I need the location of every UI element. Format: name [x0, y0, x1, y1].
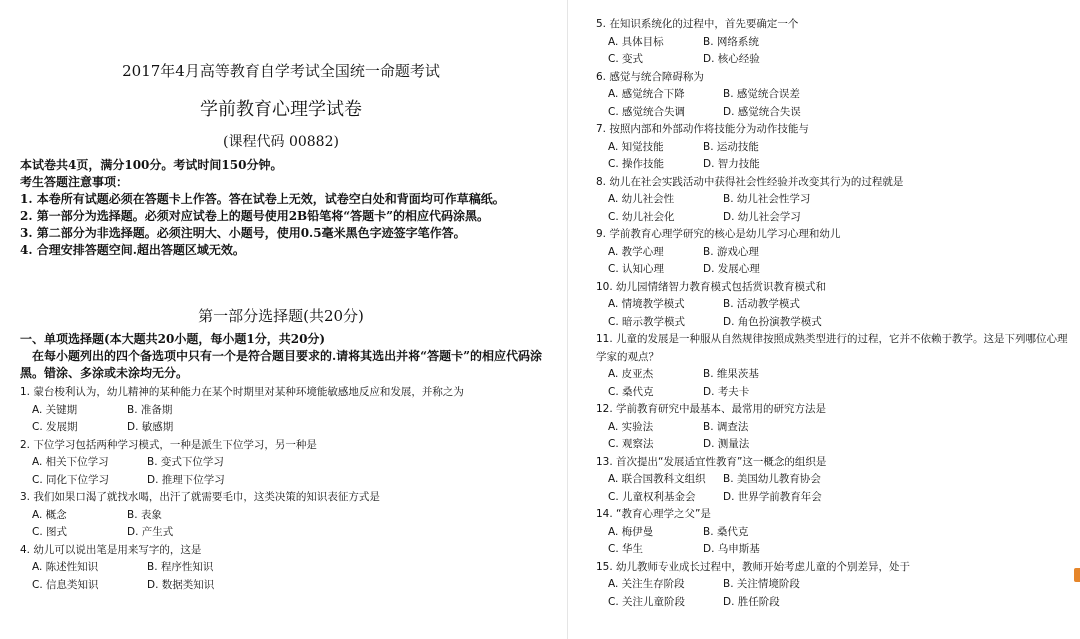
option-row	[596, 244, 1076, 262]
question-stem: 6. 感觉与统合障碍称为	[596, 70, 704, 83]
option-b: B. 网络系统	[703, 35, 759, 48]
option-d: D. 角色扮演教学模式	[723, 315, 822, 328]
note-line: 1. 本卷所有试题必须在答题卡上作答。答在试卷上无效，试卷空白处和背面均可作草稿纸。	[20, 192, 505, 206]
option-a: A. 实验法	[608, 420, 654, 433]
option-row	[596, 541, 1076, 559]
question-stem: 7. 按照内部和外部动作将技能分为动作技能与	[596, 123, 809, 135]
option-a: A. 情境教学模式	[608, 298, 685, 310]
option-row	[596, 489, 1076, 507]
option-d: D. 乌申斯基	[703, 543, 760, 555]
option-c: C. 认知心理	[608, 263, 665, 275]
option-c: C. 变式	[608, 53, 644, 65]
option-c: C. 操作技能	[608, 158, 665, 170]
option-b: B. 感觉统合误差	[723, 88, 800, 100]
question-stem: 3. 我们如果口渴了就找水喝，出汗了就需要毛巾，这类决策的知识表征方式是	[20, 491, 380, 503]
option-b: B. 美国幼儿教育协会	[723, 473, 821, 485]
option-a: A. 知觉技能	[608, 140, 664, 153]
option-a: A. 具体目标	[608, 35, 664, 48]
option-b: B. 关注情境阶段	[723, 578, 800, 590]
question-item	[596, 279, 1076, 332]
option-a: A. 幼儿社会性	[608, 193, 675, 205]
edge-mark	[1074, 568, 1080, 582]
option-b: B. 程序性知识	[147, 561, 214, 573]
option-b: B. 活动教学模式	[723, 298, 800, 310]
question-item	[20, 437, 545, 490]
option-d: D. 世界学前教育年会	[723, 490, 822, 503]
option-row	[596, 524, 1076, 542]
option-c: C. 华生	[608, 543, 644, 555]
option-row	[596, 191, 1076, 209]
course-code: (课程代码 00882)	[223, 134, 339, 150]
question-stem: 13. 首次提出“发展适宜性教育”这一概念的组织是	[596, 455, 827, 468]
option-row	[596, 209, 1076, 227]
option-d: D. 幼儿社会学习	[723, 210, 801, 223]
exam-notes	[20, 157, 550, 259]
option-a: A. 皮亚杰	[608, 368, 654, 380]
question-item	[596, 69, 1076, 122]
option-d: D. 发展心理	[703, 263, 760, 275]
option-d: D. 感觉统合失误	[723, 105, 801, 118]
question-item	[596, 559, 1076, 612]
option-b: B. 运动技能	[703, 140, 759, 153]
option-c: C. 桑代克	[608, 385, 654, 398]
question-stem: 14. “教育心理学之父”是	[596, 508, 711, 520]
option-row	[596, 366, 1076, 384]
option-row	[20, 402, 545, 420]
question-stem: 4. 幼儿可以说出笔是用来写字的，这是	[20, 543, 202, 556]
option-row	[596, 139, 1076, 157]
option-b: B. 调查法	[703, 420, 749, 433]
note-line: 4. 合理安排答题空间.超出答题区域无效。	[20, 243, 245, 257]
option-row	[596, 34, 1076, 52]
question-item	[596, 174, 1076, 227]
option-d: D. 敏感期	[127, 421, 174, 433]
question-item	[596, 401, 1076, 454]
question-stem: 8. 幼儿在社会实践活动中获得社会性经验并改变其行为的过程就是	[596, 175, 904, 188]
option-a: A. 关键期	[32, 403, 78, 416]
question-stem: 2. 下位学习包括两种学习模式，一种是派生下位学习，另一种是	[20, 438, 317, 451]
option-row	[596, 419, 1076, 437]
option-row	[596, 296, 1076, 314]
option-a: A. 陈述性知识	[32, 561, 99, 573]
option-c: C. 儿童权利基金会	[608, 490, 696, 503]
option-a: A. 梅伊曼	[608, 525, 654, 538]
exam-title: 2017年4月高等教育自学考试全国统一命题考试	[122, 62, 440, 80]
question-list-left	[20, 384, 545, 594]
option-row	[596, 594, 1076, 612]
option-c: C. 同化下位学习	[32, 473, 110, 486]
question-stem: 1. 蒙台梭利认为，幼儿精神的某种能力在某个时期里对某种环境能敏感地反应和发展，并称之为	[20, 386, 464, 398]
option-d: D. 测量法	[703, 438, 750, 450]
question-stem: 5. 在知识系统化的过程中，首先要确定一个	[596, 18, 799, 30]
question-item	[20, 542, 545, 595]
note-line: 2. 第一部分为选择题。必须对应试卷上的题号使用2B铅笔将“答题卡”的相应代码涂黑。	[20, 209, 490, 223]
option-b: B. 维果茨基	[703, 368, 759, 380]
option-b: B. 幼儿社会性学习	[723, 193, 811, 205]
option-row	[596, 51, 1076, 69]
question-item	[596, 506, 1076, 559]
option-a: A. 教学心理	[608, 245, 664, 258]
section-header	[20, 331, 550, 382]
question-list-right	[596, 16, 1076, 611]
option-c: C. 观察法	[608, 438, 654, 450]
option-d: D. 胜任阶段	[723, 595, 780, 608]
note-line: 本试卷共4页，满分100分。考试时间150分钟。	[20, 158, 283, 172]
column-divider	[567, 0, 568, 639]
option-row	[20, 507, 545, 525]
option-d: D. 核心经验	[703, 53, 760, 65]
question-stem: 12. 学前教育研究中最基本、最常用的研究方法是	[596, 403, 827, 415]
option-row	[596, 104, 1076, 122]
option-b: B. 游戏心理	[703, 245, 759, 258]
option-row	[20, 577, 545, 595]
option-d: D. 数据类知识	[147, 578, 215, 591]
option-c: C. 图式	[32, 526, 68, 538]
option-row	[596, 156, 1076, 174]
option-a: A. 概念	[32, 508, 67, 521]
question-item	[20, 384, 545, 437]
question-item	[596, 226, 1076, 279]
question-stem: 9. 学前教育心理学研究的核心是幼儿学习心理和幼儿	[596, 228, 841, 240]
option-row	[596, 576, 1076, 594]
section-instruction: 在每小题列出的四个备选项中只有一个是符合题目要求的.请将其选出并将“答题卡”的相应代码涂黑。错涂、多涂或未涂均无分。	[20, 349, 542, 380]
option-row	[596, 261, 1076, 279]
question-item	[596, 454, 1076, 507]
paper-title: 学前教育心理学试卷	[200, 99, 362, 120]
option-row	[596, 436, 1076, 454]
option-b: B. 表象	[127, 508, 162, 521]
question-stem: 11. 儿童的发展是一种服从自然规律按照成熟类型进行的过程，它并不依赖于教学。这是下列哪位心理学家的观点？	[596, 333, 1068, 363]
note-line: 考生答题注意事项：	[20, 175, 129, 189]
option-b: B. 变式下位学习	[147, 456, 224, 468]
option-c: C. 信息类知识	[32, 578, 99, 591]
option-row	[596, 471, 1076, 489]
option-row	[596, 314, 1076, 332]
option-row	[20, 559, 545, 577]
question-item	[596, 16, 1076, 69]
option-row	[20, 454, 545, 472]
option-d: D. 智力技能	[703, 158, 760, 170]
option-row	[596, 384, 1076, 402]
question-item	[596, 331, 1076, 401]
option-a: A. 感觉统合下降	[608, 88, 685, 100]
option-c: C. 幼儿社会化	[608, 210, 675, 223]
note-line: 3. 第二部分为非选择题。必须注明大、小题号，使用0.5毫米黑色字迹签字笔作答。	[20, 226, 466, 240]
option-row	[596, 86, 1076, 104]
option-c: C. 感觉统合失调	[608, 105, 686, 118]
option-d: D. 推理下位学习	[147, 473, 225, 486]
option-a: A. 相关下位学习	[32, 456, 109, 468]
option-c: C. 暗示教学模式	[608, 315, 686, 328]
option-c: C. 发展期	[32, 421, 78, 433]
question-stem: 15. 幼儿教师专业成长过程中，教师开始考虑儿童的个别差异，处于	[596, 560, 911, 573]
section-heading: 一、单项选择题(本大题共20小题，每小题1分，共20分)	[20, 332, 326, 346]
option-c: C. 关注儿童阶段	[608, 595, 686, 608]
option-d: D. 考夫卡	[703, 385, 750, 398]
option-row	[20, 419, 545, 437]
question-item	[20, 489, 545, 542]
option-a: A. 关注生存阶段	[608, 578, 685, 590]
question-stem: 10. 幼儿园情绪智力教育模式包括赏识教育模式和	[596, 280, 827, 293]
option-b: B. 桑代克	[703, 525, 749, 538]
option-a: A. 联合国教科文组织	[608, 473, 706, 485]
part-title: 第一部分选择题(共20分)	[198, 307, 364, 325]
option-row	[20, 524, 545, 542]
question-item	[596, 121, 1076, 174]
option-row	[20, 472, 545, 490]
option-d: D. 产生式	[127, 526, 174, 538]
option-b: B. 准备期	[127, 403, 173, 416]
